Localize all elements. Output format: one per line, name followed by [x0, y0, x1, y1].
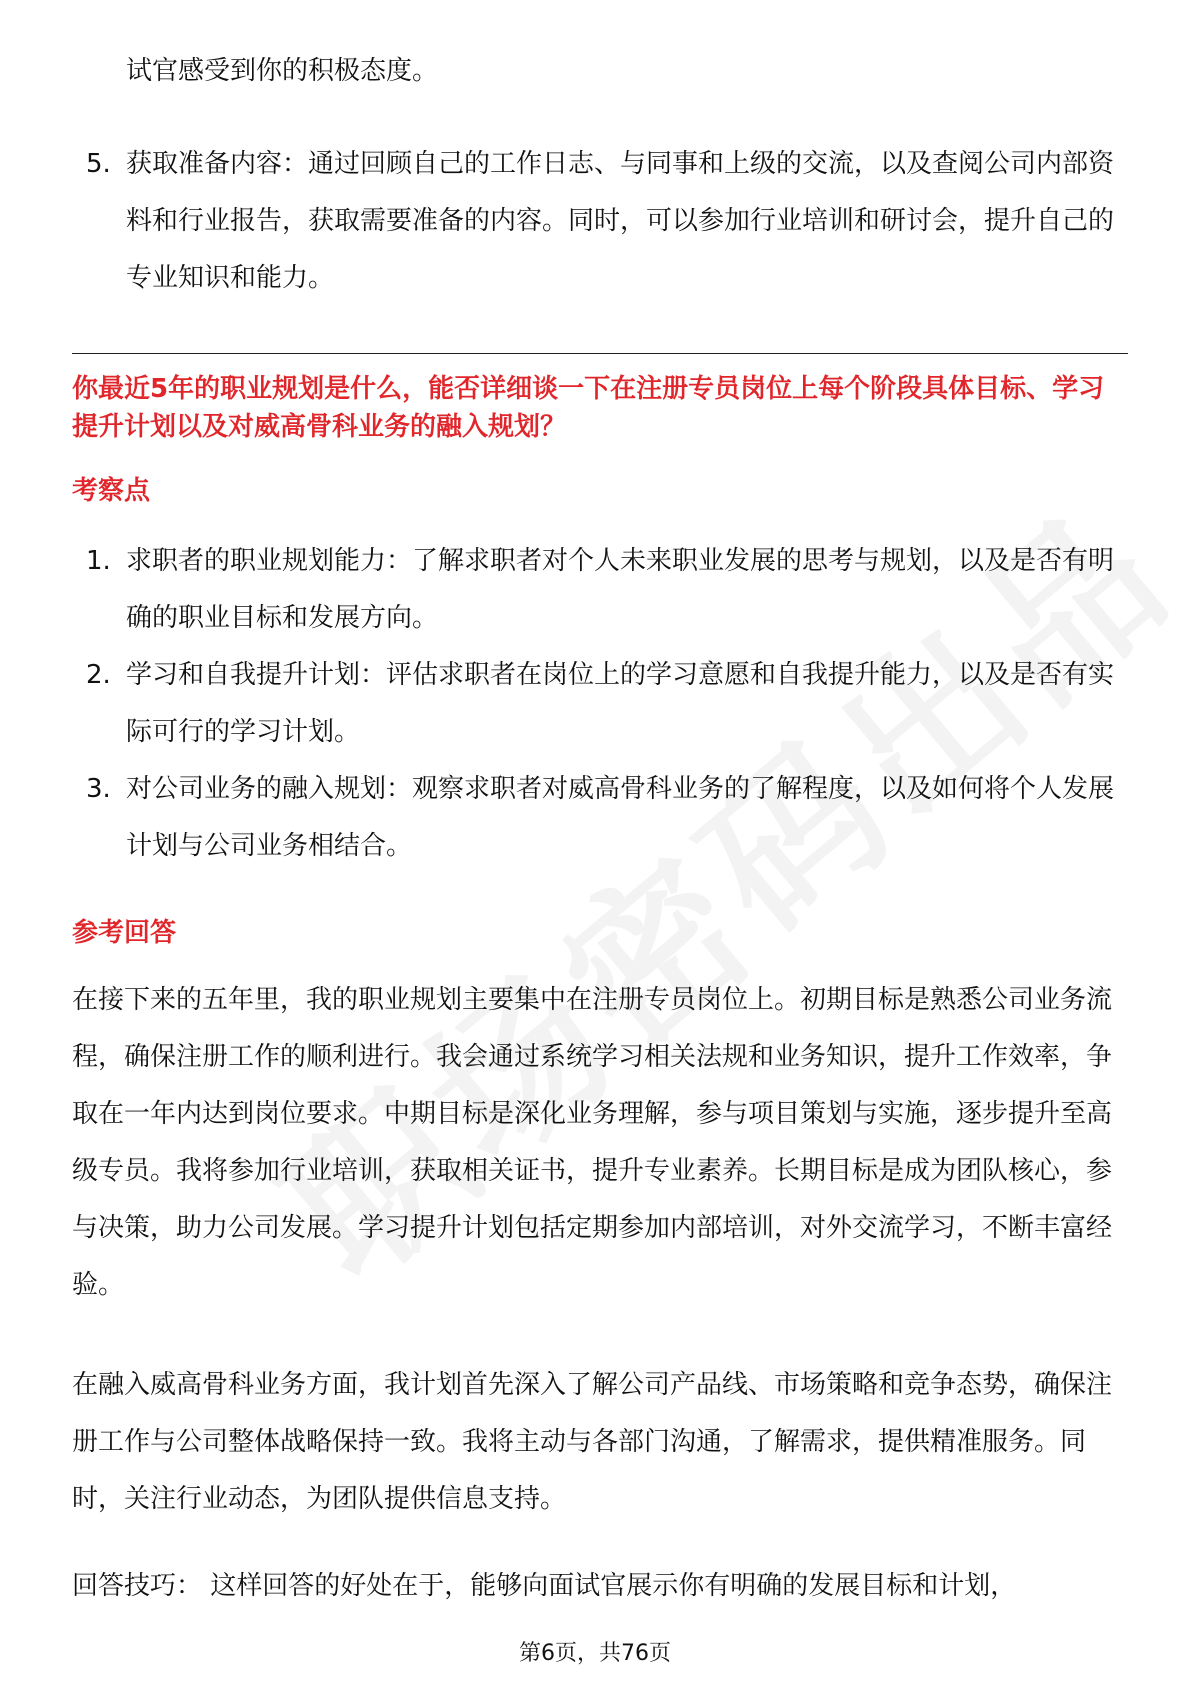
reference-answer-label: 参考回答 — [72, 918, 177, 948]
list-item — [86, 647, 1116, 761]
list-item — [86, 136, 1116, 307]
list-item-text: 求职者的职业规划能力：了解求职者对个人未来职业发展的思考与规划，以及是否有明确的职业目标和发展方向。 — [126, 546, 1115, 633]
answer-tip-paragraph: 回答技巧： 这样回答的好处在于，能够向面试官展示你有明确的发展目标和计划， — [72, 1571, 1017, 1601]
list-item — [86, 761, 1116, 875]
answer-paragraph: 在融入威高骨科业务方面，我计划首先深入了解公司产品线、市场策略和竞争态势，确保注册工作与公司整体战略保持一致。我将主动与各部门沟通，了解需求，提供精准服务。同时，关注行业动态，为团队提供信息支持。 — [72, 1370, 1113, 1514]
section-divider — [72, 353, 1128, 354]
continuation-text: 试官感受到你的积极态度。 — [126, 56, 439, 86]
assessment-points-list — [86, 533, 1116, 875]
list-item-text: 获取准备内容：通过回顾自己的工作日志、与同事和上级的交流，以及查阅公司内部资料和行业报告，获取需要准备的内容。同时，可以参加行业培训和研讨会，提升自己的专业知识和能力。 — [126, 149, 1115, 293]
page-footer: 第6页，共76页 — [519, 1641, 671, 1666]
list-number: 3. — [86, 774, 111, 804]
list-number: 1. — [86, 546, 111, 576]
list-item — [86, 533, 1116, 647]
list-number: 2. — [86, 660, 111, 690]
answer-paragraph: 在接下来的五年里，我的职业规划主要集中在注册专员岗位上。初期目标是熟悉公司业务流程，确保注册工作的顺利进行。我会通过系统学习相关法规和业务知识，提升工作效率，争取在一年内达到岗位要求。中期目标是深化业务理解，参与项目策划与实施，逐步提升至高级专员。我将参加行业培训，获取相关证书，提升专业素养。长期目标是成为团队核心，参与决策，助力公司发展。学习提升计划包括定期参加内部培训，对外交流学习，不断丰富经验。 — [72, 985, 1113, 1300]
question-heading: 你最近5年的职业规划是什么，能否详细谈一下在注册专员岗位上每个阶段具体目标、学习提升计划以及对威高骨科业务的融入规划？ — [72, 374, 1105, 442]
list-number: 5. — [86, 149, 111, 179]
list-item-text: 学习和自我提升计划：评估求职者在岗位上的学习意愿和自我提升能力，以及是否有实际可行的学习计划。 — [126, 660, 1115, 747]
list-item-text: 对公司业务的融入规划：观察求职者对威高骨科业务的了解程度，以及如何将个人发展计划与公司业务相结合。 — [126, 774, 1115, 861]
prep-list — [86, 136, 1116, 307]
assessment-points-label: 考察点 — [72, 476, 151, 506]
